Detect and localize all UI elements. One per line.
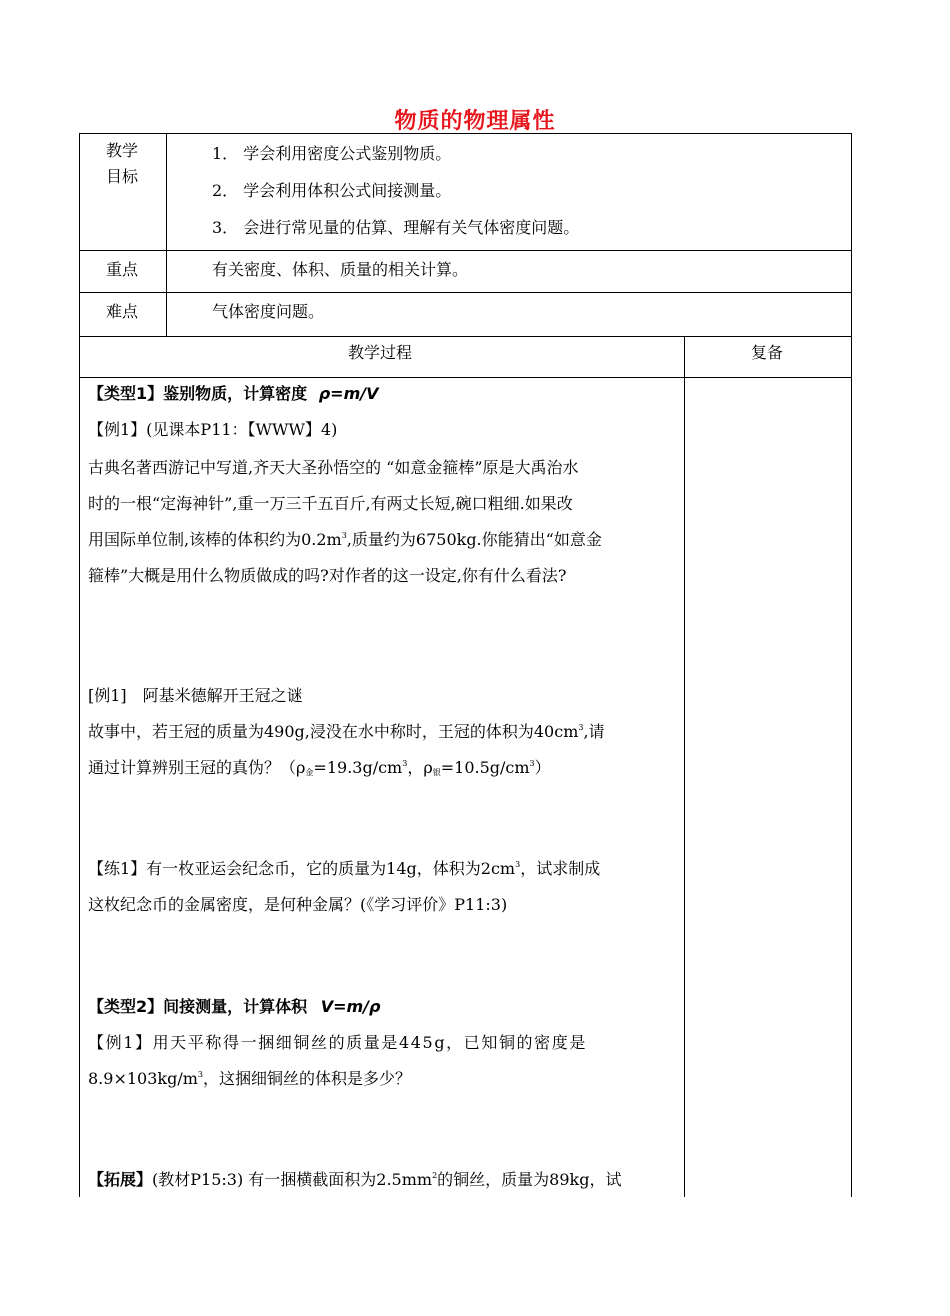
line-text: 的铜丝，质量为89kg，试 [437, 1170, 622, 1189]
difficulty-text: 气体密度问题。 [212, 302, 325, 321]
type1-example1-body [88, 450, 674, 594]
line-text: 【练1】有一枚亚运会纪念币，它的质量为14g，体积为2cm [88, 859, 516, 878]
table-rule [79, 336, 852, 337]
paragraph-line [88, 750, 674, 786]
line-text: (教材P15:3) 有一捆横截面积为2.5mm [152, 1170, 433, 1189]
paragraph-line [88, 714, 674, 750]
type1-practice1-body [88, 851, 674, 923]
key-point-text: 有关密度、体积、质量的相关计算。 [212, 260, 469, 279]
superscript: 3 [515, 860, 521, 869]
type1-example2-body [88, 714, 674, 786]
line-text: =10.5g/cm [440, 758, 530, 777]
subscript: 银 [432, 768, 441, 777]
goal-item: 1． 学会利用密度公式鉴别物质。 [212, 144, 452, 163]
line-text: ，试求制成 [520, 859, 601, 878]
key-point-label: 重点 [106, 260, 139, 279]
paragraph-line: 这枚纪念币的金属密度，是何种金属？(《学习评价》P11:3) [88, 895, 508, 914]
goal-item: 3． 会进行常见量的估算、理解有关气体密度问题。 [212, 218, 580, 237]
type1-example1-label: 【例1】(见课本P11：【WWW】4) [88, 420, 338, 439]
type1-heading [88, 384, 378, 404]
superscript: 3 [341, 531, 347, 540]
goals-label-line1: 教学 [106, 141, 139, 160]
page-title: 物质的物理属性 [394, 109, 556, 134]
superscript: 3 [578, 723, 584, 732]
line-text: ，这捆细铜丝的体积是多少？ [202, 1069, 411, 1088]
line-text: 用国际单位制,该棒的体积约为0.2m [88, 530, 342, 549]
type2-extension-body [88, 1162, 674, 1198]
line-text: =19.3g/cm [313, 758, 403, 777]
goal-item: 2． 学会利用体积公式间接测量。 [212, 181, 452, 200]
type2-heading-text: 【类型2】间接测量，计算体积 [88, 997, 308, 1016]
type1-heading-text: 【类型1】鉴别物质，计算密度 [88, 384, 308, 403]
line-text: ,请 [583, 722, 605, 741]
superscript: 3 [529, 759, 535, 768]
paragraph-line [88, 522, 674, 558]
paragraph-line: 古典名著西游记中写道,齐天大圣孙悟空的 “如意金箍棒”原是大禹治水 [88, 458, 579, 477]
difficulty-label: 难点 [106, 302, 139, 321]
type2-example1-body [88, 1025, 674, 1097]
paragraph-line: 【例1】用天平称得一捆细铜丝的质量是445g，已知铜的密度是 [88, 1033, 587, 1052]
subscript: 金 [305, 768, 314, 777]
line-text: 通过计算辨别王冠的真伪？（ρ [88, 758, 306, 777]
line-text: 8.9×103kg/m [88, 1069, 198, 1088]
paragraph-line [88, 1061, 674, 1097]
superscript: 3 [197, 1070, 203, 1079]
type1-example2-label: [例1] 阿基米德解开王冠之谜 [88, 686, 303, 705]
type2-heading [88, 997, 380, 1017]
line-text: 故事中，若王冠的质量为490g,浸没在水中称时，王冠的体积为40cm [88, 722, 579, 741]
paragraph-line: 时的一根“定海神针”,重一万三千五百斤,有两丈长短,碗口粗细.如果改 [88, 494, 573, 513]
type2-formula: V=m/ρ [320, 997, 381, 1016]
paragraph-line: 箍棒”大概是用什么物质做成的吗?对作者的这一设定,你有什么看法? [88, 566, 567, 585]
table-rule [684, 336, 685, 1197]
line-text: ，ρ [407, 758, 433, 777]
superscript: 2 [432, 1171, 438, 1180]
extension-label: 【拓展】 [88, 1170, 153, 1189]
goals-label-line2: 目标 [106, 167, 139, 186]
type1-formula: ρ=m/V [318, 384, 379, 403]
line-text: ,质量约为6750kg.你能猜出“如意金 [346, 530, 602, 549]
paragraph-line [88, 851, 674, 887]
line-text: ） [534, 758, 551, 777]
table-rule [79, 292, 852, 293]
paragraph-line [88, 1162, 674, 1198]
superscript: 3 [402, 759, 408, 768]
table-rule [79, 377, 852, 378]
table-rule [79, 250, 852, 251]
process-header: 教学过程 [348, 343, 413, 362]
prep-header: 复备 [751, 343, 784, 362]
table-rule [166, 133, 167, 337]
